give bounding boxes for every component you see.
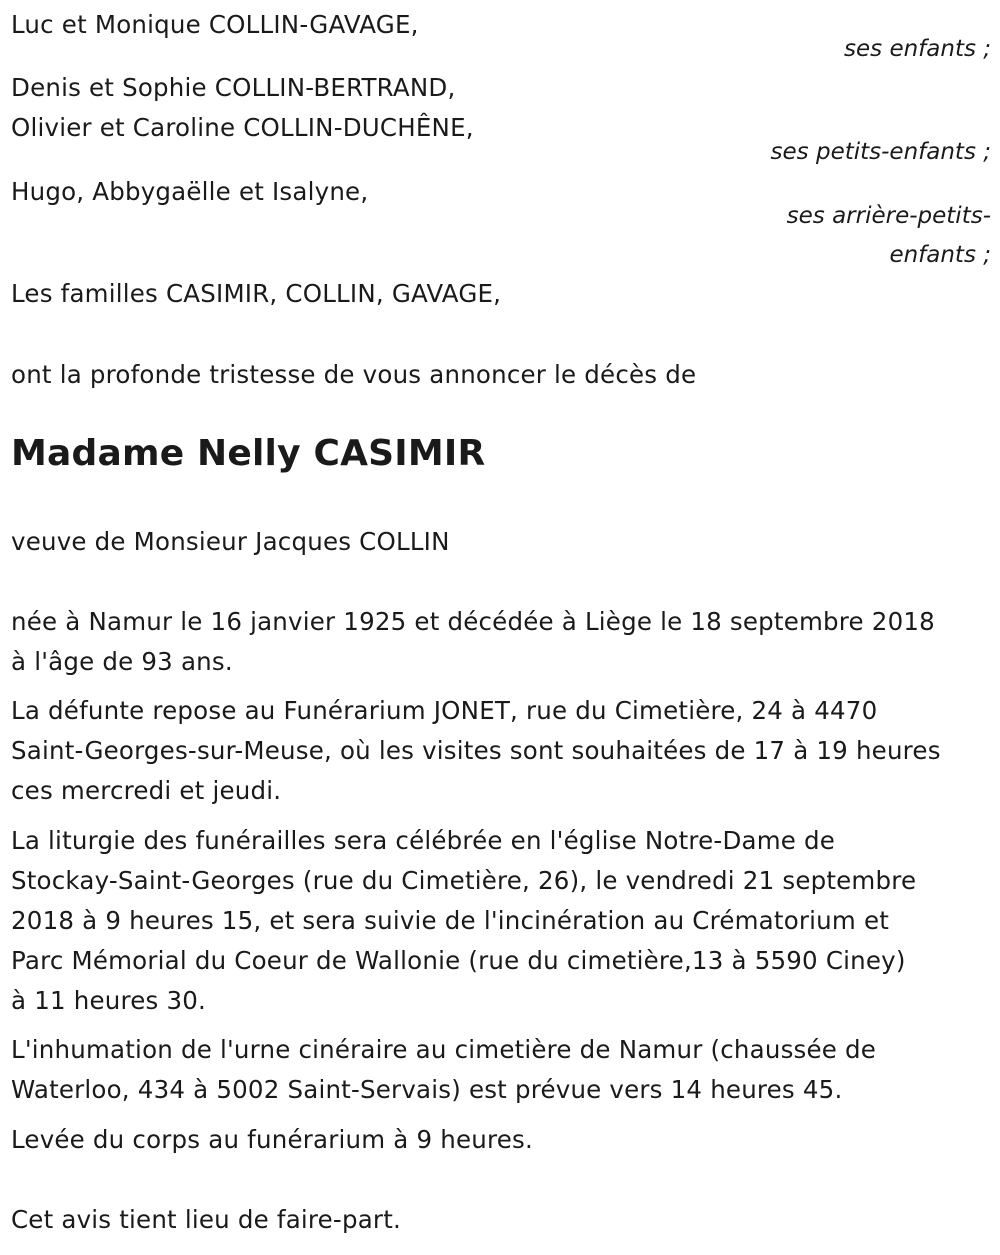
inhumation-line-2: Waterloo, 434 à 5002 Saint-Servais) est prévue vers 14 heures 45. [11, 1075, 843, 1104]
grandchildren-names-2: Olivier et Caroline COLLIN-DUCHÊNE, [11, 113, 474, 142]
inhumation-paragraph [11, 1030, 996, 1110]
grandchildren-role: ses petits-enfants ; [770, 139, 991, 165]
repose-line-1: La défunte repose au Funérarium JONET, rue du Cimetière, 24 à 4470 [11, 696, 878, 725]
obituary-notice [11, 0, 991, 1255]
children-names: Luc et Monique COLLIN-GAVAGE, [11, 10, 419, 39]
closing-line: Cet avis tient lieu de faire-part. [11, 1205, 401, 1234]
repose-line-3: ces mercredi et jeudi. [11, 776, 282, 805]
repose-line-2: Saint-Georges-sur-Meuse, où les visites sont souhaitées de 17 à 19 heures [11, 736, 941, 765]
liturgy-line-5: à 11 heures 30. [11, 986, 207, 1015]
widow-of-line: veuve de Monsieur Jacques COLLIN [11, 527, 450, 556]
children-role: ses enfants ; [844, 36, 991, 62]
birth-death-line-1: née à Namur le 16 janvier 1925 et décédée à Liège le 18 septembre 2018 [11, 607, 935, 636]
birth-death-paragraph [11, 602, 996, 682]
levee-line-1: Levée du corps au funérarium à 9 heures. [11, 1125, 533, 1154]
liturgy-line-1: La liturgie des funérailles sera célébrée en l'église Notre-Dame de [11, 826, 836, 855]
liturgy-line-4: Parc Mémorial du Coeur de Wallonie (rue du cimetière,13 à 5590 Ciney) [11, 946, 906, 975]
inhumation-line-1: L'inhumation de l'urne cinéraire au cimetière de Namur (chaussée de [11, 1035, 877, 1064]
liturgy-line-2: Stockay-Saint-Georges (rue du Cimetière, 26), le vendredi 21 septembre [11, 866, 917, 895]
liturgy-line-3: 2018 à 9 heures 15, et sera suivie de l'incinération au Crématorium et [11, 906, 890, 935]
announcement-line: ont la profonde tristesse de vous annoncer le décès de [11, 360, 697, 389]
liturgy-paragraph [11, 821, 996, 1021]
birth-death-line-2: à l'âge de 93 ans. [11, 647, 233, 676]
deceased-name: Madame Nelly CASIMIR [11, 433, 486, 474]
greatgrandchildren-role-1: ses arrière-petits- [786, 203, 991, 229]
greatgrandchildren-names: Hugo, Abbygaëlle et Isalyne, [11, 177, 369, 206]
families-line: Les familles CASIMIR, COLLIN, GAVAGE, [11, 279, 502, 308]
repose-paragraph [11, 691, 996, 811]
grandchildren-names-1: Denis et Sophie COLLIN-BERTRAND, [11, 73, 456, 102]
levee-paragraph [11, 1120, 996, 1160]
greatgrandchildren-role-2: enfants ; [889, 242, 991, 268]
